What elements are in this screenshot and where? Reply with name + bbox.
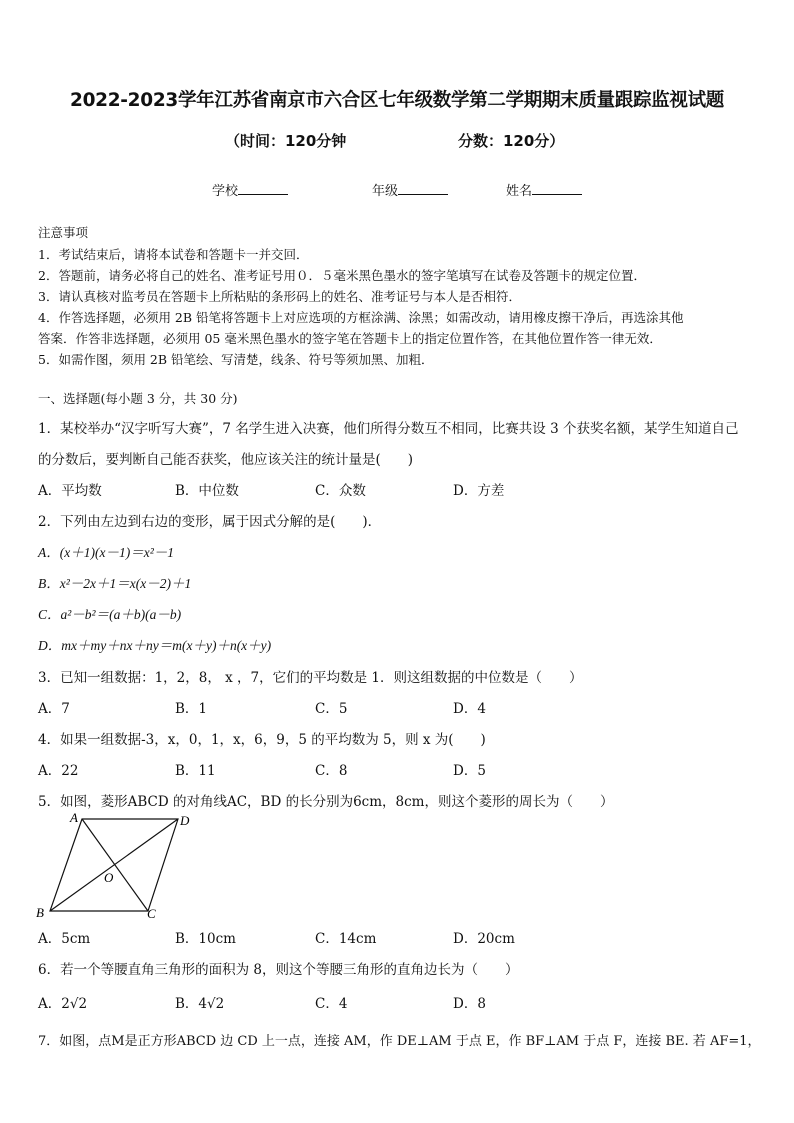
q1-option-c: C．众数 xyxy=(315,483,366,499)
q1-line2: 的分数后，要判断自己能否获奖，他应该关注的统计量是( ) xyxy=(38,452,414,468)
grade-field xyxy=(372,180,448,199)
grade-label: 年级 xyxy=(372,184,399,199)
name-field xyxy=(506,180,582,199)
q5-option-a: A．5cm xyxy=(38,931,91,947)
vertex-label-d: D xyxy=(180,813,190,828)
q1-option-b: B．中位数 xyxy=(175,483,239,499)
school-label: 学校 xyxy=(212,184,239,199)
notice-item: 2．答题前，请务必将自己的姓名、准考证号用０．５毫米黑色墨水的签字笔填写在试卷及答题卡的规定位置． xyxy=(38,268,646,283)
q5-option-c: C．14cm xyxy=(315,931,377,947)
grade-blank xyxy=(398,181,448,195)
q7-stem: 7．如图，点M是正方形ABCD 边 CD 上一点，连接 AM，作 DE⊥AM 于点 E，作 BF⊥AM 于点 F，连接 BE. 若 AF=1， xyxy=(38,1034,761,1049)
q3-stem: 3．已知一组数据：1，2，8， x ，7，它们的平均数是 1．则这组数据的中位数是（ ） xyxy=(38,670,583,686)
q2-option-b: B．x²－2x＋1＝x(x－2)＋1 xyxy=(38,576,192,591)
q5-option-b: B．10cm xyxy=(175,931,236,947)
q6-option-c: C．4 xyxy=(315,996,348,1012)
time-label: （时间：120分钟 xyxy=(225,132,347,150)
notice-item: 答案．作答非选择题，必须用 05 毫米黑色墨水的签字笔在答题卡上的指定位置作答，在其他位置作答一律无效． xyxy=(38,331,662,346)
vertex-label-c: C xyxy=(147,906,156,921)
q4-option-b: B．11 xyxy=(175,763,216,779)
q1-option-d: D．方差 xyxy=(453,483,505,499)
q5-stem: 5．如图，菱形ABCD 的对角线AC，BD 的长分别为6cm，8cm，则这个菱形的周长为（ ） xyxy=(38,794,614,810)
q2-option-a: A．(x＋1)(x－1)＝x²－1 xyxy=(38,545,175,560)
q3-option-b: B．1 xyxy=(175,701,208,717)
notice-heading: 注意事项 xyxy=(38,225,89,240)
q2-option-d: D．mx＋my＋nx＋ny＝m(x＋y)＋n(x＋y) xyxy=(38,638,272,653)
school-field xyxy=(212,180,288,199)
q3-option-a: A．7 xyxy=(38,701,70,717)
center-label-o: O xyxy=(104,870,114,885)
q5-option-d: D．20cm xyxy=(453,931,515,947)
notice-item: 3．请认真核对监考员在答题卡上所粘贴的条形码上的姓名、准考证号与本人是否相符． xyxy=(38,289,521,304)
name-label: 姓名 xyxy=(506,184,533,199)
q4-option-c: C．8 xyxy=(315,763,348,779)
section-heading: 一、选择题(每小题 3 分，共 30 分) xyxy=(38,391,238,406)
q3-option-d: D．4 xyxy=(453,701,486,717)
q2-option-c: C．a²－b²＝(a＋b)(a－b) xyxy=(38,607,182,622)
diagonal-bd xyxy=(50,819,178,911)
notice-item: 1．考试结束后，请将本试卷和答题卡一并交回． xyxy=(38,247,309,262)
vertex-label-b: B xyxy=(36,905,44,920)
q6-option-b: B．4√2 xyxy=(175,996,225,1012)
notice-item: 4．作答选择题，必须用 2B 铅笔将答题卡上对应选项的方框涂满、涂黑；如需改动，请用橡皮擦干净后，再选涂其他 xyxy=(38,310,684,325)
notice-item: 5．如需作图，须用 2B 铅笔绘、写清楚，线条、符号等须加黑、加粗． xyxy=(38,352,434,367)
q3-option-c: C．5 xyxy=(315,701,348,717)
q4-option-d: D．5 xyxy=(453,763,486,779)
q1-option-a: A．平均数 xyxy=(38,483,102,499)
q6-stem: 6．若一个等腰直角三角形的面积为 8，则这个等腰三角形的直角边长为（ ） xyxy=(38,962,519,978)
q2-stem: 2．下列由左边到右边的变形，属于因式分解的是( )． xyxy=(38,514,382,530)
name-blank xyxy=(532,181,582,195)
q4-stem: 4．如果一组数据-3，x，0，1，x，6，9，5 的平均数为 5，则 x 为( ) xyxy=(38,732,486,748)
rhombus-figure xyxy=(30,810,210,922)
q6-option-a: A．2√2 xyxy=(38,996,88,1012)
score-label: 分数：120分） xyxy=(458,132,565,150)
q6-option-d: D．8 xyxy=(453,996,486,1012)
vertex-label-a: A xyxy=(70,810,78,825)
school-blank xyxy=(238,181,288,195)
q1-line1: 1．某校举办“汉字听写大赛”，7 名学生进入决赛，他们所得分数互不相同，比赛共设 3 个获奖名额，某学生知道自己 xyxy=(38,421,739,437)
q4-option-a: A．22 xyxy=(38,763,79,779)
page-title: 2022-2023学年江苏省南京市六合区七年级数学第二学期期末质量跟踪监视试题 xyxy=(70,90,724,111)
